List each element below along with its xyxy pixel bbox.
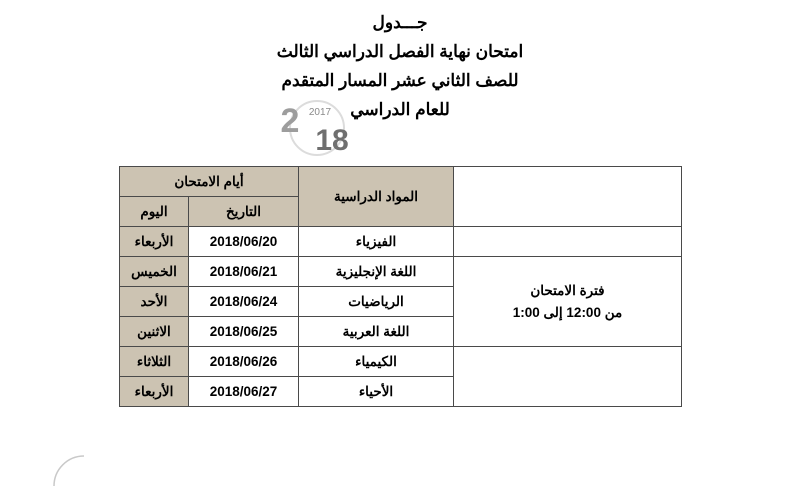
subject-cell: الرياضيات [299, 287, 454, 317]
heading-line-4: للعام الدراسي [350, 100, 450, 119]
spacer-cell-bottom [454, 347, 682, 407]
svg-text:2017: 2017 [308, 107, 332, 118]
heading-line-1: جـــدول [372, 13, 428, 32]
day-cell: الأربعاء [119, 227, 188, 257]
exam-schedule-table-wrapper [120, 166, 682, 407]
header-blank-cell [454, 167, 682, 227]
heading-line-2: امتحان نهاية الفصل الدراسي الثالث [276, 42, 524, 61]
subject-cell: اللغة العربية [299, 317, 454, 347]
exam-period-line-1: فترة الامتحان [530, 282, 605, 298]
exam-period-line-2: من 12:00 إلى 1:00 [512, 304, 623, 320]
header-day: اليوم [119, 197, 188, 227]
table-row [119, 347, 681, 377]
subject-cell: الكيمياء [299, 347, 454, 377]
date-cell: 2018/06/24 [189, 287, 299, 317]
subject-cell: اللغة الإنجليزية [299, 257, 454, 287]
day-cell: الثلاثاء [119, 347, 188, 377]
date-cell: 2018/06/20 [189, 227, 299, 257]
exam-period-cell [454, 257, 682, 347]
day-cell: الخميس [119, 257, 188, 287]
date-cell: 2018/06/27 [189, 377, 299, 407]
table-row [119, 257, 681, 287]
day-cell: الاثنين [119, 317, 188, 347]
day-cell: الأحد [119, 287, 188, 317]
date-cell: 2018/06/21 [189, 257, 299, 287]
decorative-arc [46, 454, 86, 494]
exam-schedule-table [119, 166, 682, 407]
document-heading [0, 8, 800, 124]
table-row [119, 227, 681, 257]
day-cell: الأربعاء [119, 377, 188, 407]
date-cell: 2018/06/25 [189, 317, 299, 347]
svg-text:2: 2 [280, 102, 300, 140]
spacer-cell-top [454, 227, 682, 257]
date-cell: 2018/06/26 [189, 347, 299, 377]
subject-cell: الأحياء [299, 377, 454, 407]
header-date: التاريخ [189, 197, 299, 227]
heading-line-3: للصف الثاني عشر المسار المتقدم [281, 71, 519, 90]
subject-cell: الفيزياء [299, 227, 454, 257]
header-exam-days: أيام الامتحان [119, 167, 298, 197]
table-header-row-1 [119, 167, 681, 197]
svg-text:18: 18 [315, 124, 349, 157]
header-subjects: المواد الدراسية [299, 167, 454, 227]
